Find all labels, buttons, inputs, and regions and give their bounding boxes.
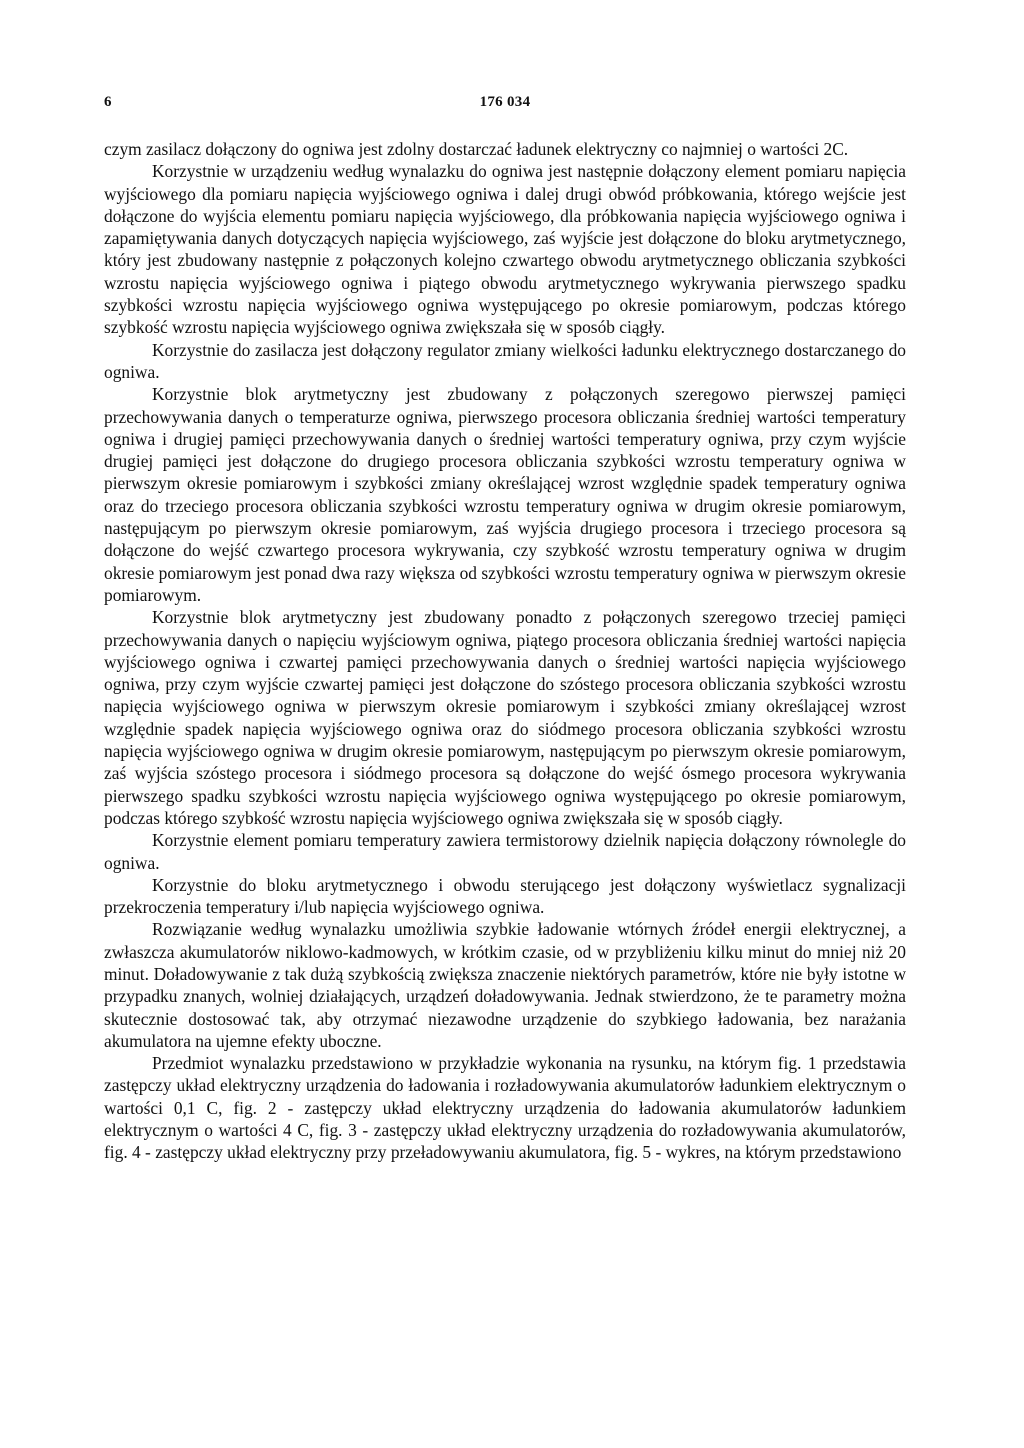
paragraph-output-voltage-measurement: Korzystnie w urządzeniu według wynalazku do ogniwa jest następnie dołączony element pomiaru napięcia wyjściowego dla pomiaru napięcia wyjściowego ogniwa i dalej drugi obwód próbkowania, którego wejście jest dołączone do wyjścia elementu pomiaru napięcia wyjściowego, dla próbkowania napięcia wyjściowego ogniwa i zapamiętywania danych dotyczących napięcia wyjściowego, zaś wyjście jest dołączone do bloku arytmetycznego, który jest zbudowany następnie z połączonych kolejno czwartego obwodu arytmetycznego obliczania szybkości wzrostu napięcia wyjściowego ogniwa i piątego obwodu arytmetycznego wykrywania pierwszego spadku szybkości wzrostu napięcia wyjściowego ogniwa występującego po okresie pomiarowym, podczas którego szybkość wzrostu napięcia wyjściowego ogniwa zwiększała się w sposób ciągły. — [104, 161, 906, 338]
paragraph-display: Korzystnie do bloku arytmetycznego i obwodu sterującego jest dołączony wyświetlacz sygnalizacji przekroczenia temperatury i/lub napięcia wyjściowego ogniwa. — [104, 874, 906, 918]
document-body — [104, 138, 906, 1164]
paragraph-advantages: Rozwiązanie według wynalazku umożliwia szybkie ładowanie wtórnych źródeł energii elektrycznej, a zwłaszcza akumulatorów niklowo-kadmowych, w krótkim czasie, od w przybliżeniu kilku minut do mniej niż 20 minut. Doładowywanie z tak dużą szybkością zwiększa znaczenie niektórych parametrów, które nie były istotne w przypadku znanych, wolniej działających, urządzeń doładowywania. Jednak stwierdzono, że te parametry można skutecznie dostosować tak, aby otrzymać niezawodne urządzenie do szybkiego ładowania, bez narażania akumulatora na ujemne efekty uboczne. — [104, 919, 906, 1051]
document-number: 176 034 — [479, 94, 531, 110]
paragraph-continuation: czym zasilacz dołączony do ogniwa jest zdolny dostarczać ładunek elektryczny co najmniej o wartości 2C. — [104, 139, 849, 159]
paragraph-voltage-arithmetic-block: Korzystnie blok arytmetyczny jest zbudowany ponadto z połączonych szeregowo trzeciej pamięci przechowywania danych o napięciu wyjściowym ogniwa, piątego procesora obliczania średniej wartości napięcia wyjściowego ogniwa i czwartej pamięci przechowywania danych o średniej wartości napięcia wyjściowego ogniwa, przy czym wyjście czwartej pamięci jest dołączone do szóstego procesora obliczania szybkości wzrostu napięcia wyjściowego ogniwa w pierwszym okresie pomiarowym i szybkości zmiany określającej wzrost względnie spadek napięcia wyjściowego ogniwa oraz do siódmego procesora obliczania szybkości wzrostu napięcia wyjściowego ogniwa w drugim okresie pomiarowym, następującym po pierwszym okresie pomiarowym, zaś wyjścia szóstego procesora i siódmego procesora są dołączone do wejść ósmego procesora wykrywania pierwszego spadku szybkości wzrostu napięcia wyjściowego ogniwa występującego po okresie pomiarowym, podczas którego szybkość wzrostu napięcia wyjściowego ogniwa zwiększała się w sposób ciągły. — [104, 607, 906, 828]
page-number: 6 — [104, 94, 112, 110]
paragraph-charge-regulator: Korzystnie do zasilacza jest dołączony regulator zmiany wielkości ładunku elektrycznego dostarczanego do ogniwa. — [104, 339, 906, 382]
paragraph-figures-description: Przedmiot wynalazku przedstawiono w przykładzie wykonania na rysunku, na którym fig. 1 przedstawia zastępczy układ elektryczny urządzenia do ładowania i rozładowywania akumulatorów ładunkiem elektrycznym o wartości 0,1 C, fig. 2 - zastępczy układ elektryczny urządzenia do ładowania akumulatorów ładunkiem elektrycznym o wartości 4 C, fig. 3 - zastępczy układ elektryczny urządzenia do rozładowywania akumulatorów, fig. 4 - zastępczy układ elektryczny przy przeładowywaniu akumulatora, fig. 5 - wykres, na którym przedstawiono — [104, 1053, 906, 1163]
page-header — [104, 94, 906, 114]
paragraph-temperature-arithmetic-block: Korzystnie blok arytmetyczny jest zbudowany z połączonych szeregowo pierwszej pamięci przechowywania danych o temperaturze ogniwa, pierwszego procesora obliczania średniej wartości temperatury ogniwa i drugiej pamięci przechowywania danych o średniej wartości temperatury ogniwa, przy czym wyjście drugiej pamięci jest dołączone do drugiego procesora obliczania szybkości wzrostu temperatury ogniwa w pierwszym okresie pomiarowym i szybkości zmiany określającej wzrost względnie spadek temperatury ogniwa oraz do trzeciego procesora obliczania szybkości wzrostu temperatury ogniwa w drugim okresie pomiarowym, następującym po pierwszym okresie pomiarowym, zaś wyjścia drugiego procesora i trzeciego procesora są dołączone do wejść czwartego procesora wykrywania, czy szybkość wzrostu temperatury ogniwa w drugim okresie pomiarowym jest ponad dwa razy większa od szybkości wzrostu temperatury ogniwa w pierwszym okresie pomiarowym. — [104, 384, 906, 605]
paragraph-thermistor-divider: Korzystnie element pomiaru temperatury zawiera termistorowy dzielnik napięcia dołączony równolegle do ogniwa. — [104, 830, 906, 873]
